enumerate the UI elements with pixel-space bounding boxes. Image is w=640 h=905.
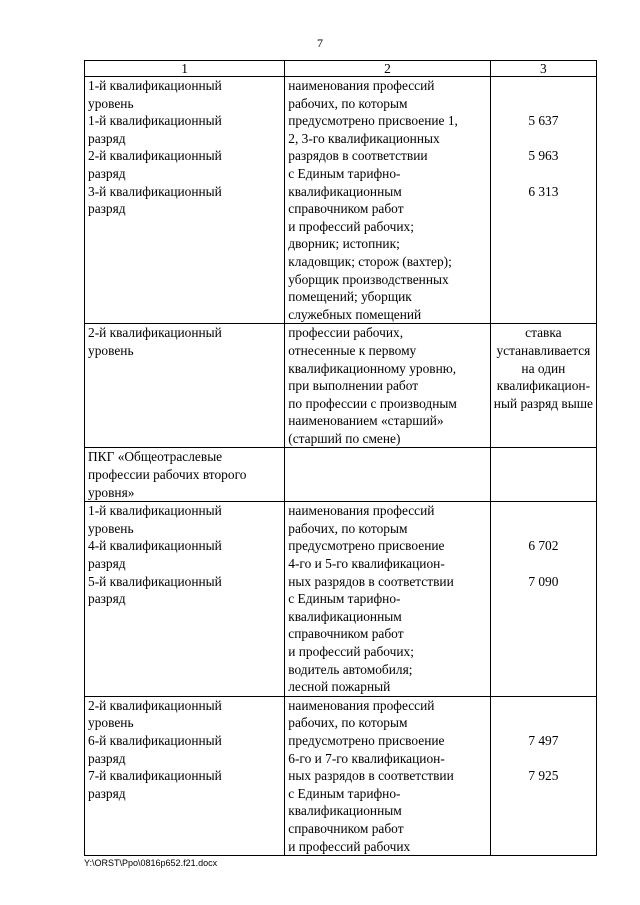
rate-note-line: ставка [525, 325, 562, 341]
description-line: квалификационным [288, 183, 402, 199]
level-line: уровень [88, 342, 134, 358]
column-header-2: 2 [285, 61, 491, 77]
rate-value: 6 702 [528, 538, 559, 554]
rate-value: 6 313 [528, 183, 559, 199]
column-header-1: 1 [85, 61, 285, 77]
level-line: 1-й квалификационный [88, 78, 222, 93]
level-line: разряд [88, 165, 126, 181]
table-row [85, 77, 597, 324]
level-line: разряд [88, 201, 126, 217]
description-line: наименования профессий [288, 697, 435, 713]
level-line: 7-й квалификационный [88, 768, 222, 784]
description-line: водитель автомобиля; [288, 661, 413, 677]
description-line: предусмотрено присвоение [288, 538, 445, 554]
rate-note-line: на один [521, 360, 566, 376]
qualification-level-cell [85, 77, 285, 324]
level-line: 2-й квалификационный [88, 697, 222, 713]
table-row [85, 448, 597, 502]
description-line: 6-го и 7-го квалификацион- [288, 750, 445, 766]
description-line: квалификационным [288, 803, 402, 819]
description-line: наименованием «старший» [288, 413, 444, 429]
table-row [85, 696, 597, 855]
profession-description-cell [285, 77, 491, 324]
description-line: предусмотрено присвоение 1, [288, 113, 458, 129]
description-line: с Единым тарифно- [288, 591, 401, 607]
description-line: помещений; уборщик [288, 289, 412, 305]
description-line: с Единым тарифно- [288, 165, 401, 181]
level-line: разряд [88, 130, 126, 146]
rate-value: 7 925 [528, 768, 559, 784]
description-line: ных разрядов в соответствии [288, 573, 454, 589]
description-line: рабочих, по которым [288, 95, 408, 111]
level-line: разряд [88, 591, 126, 607]
description-line: справочником работ [288, 820, 404, 836]
description-line: при выполнении работ [288, 378, 419, 394]
salary-table [84, 60, 597, 856]
level-line: 2-й квалификационный [88, 325, 222, 341]
rate-note-cell [490, 324, 596, 448]
description-line: квалификационному уровню, [288, 360, 457, 376]
rate-note-line: устанавливается [496, 342, 591, 358]
level-line: 2-й квалификационный [88, 148, 222, 164]
rate-value: 5 637 [528, 113, 559, 129]
profession-description-cell [285, 502, 491, 697]
description-line: ных разрядов в соответствии [288, 768, 454, 784]
description-line: уборщик производственных [288, 271, 449, 287]
group-title-line: профессии рабочих второго [88, 467, 247, 483]
description-line: по профессии с производным [288, 395, 457, 411]
qualification-level-cell [85, 696, 285, 855]
group-title-line: ПКГ «Общеотраслевые [88, 449, 223, 465]
description-line: разрядов в соответствии [288, 148, 428, 164]
rate-cell [490, 77, 596, 324]
empty-cell [490, 448, 596, 502]
rate-note-line: квалификацион- [496, 378, 591, 394]
rate-value: 7 090 [528, 573, 559, 589]
column-header-3: 3 [490, 61, 596, 77]
level-line: разряд [88, 556, 126, 572]
qualification-level-cell [85, 502, 285, 697]
rate-cell [490, 502, 596, 697]
level-line: 6-й квалификационный [88, 732, 222, 748]
table-row [85, 324, 597, 448]
description-line: с Единым тарифно- [288, 785, 401, 801]
description-line: и профессий рабочих; [288, 644, 414, 659]
rate-value: 7 497 [528, 732, 559, 748]
rate-cell [490, 696, 596, 855]
document-file-path: Y:\ORST\Ppo\0816p652.f21.docx [84, 858, 218, 868]
qualification-level-cell [85, 324, 285, 448]
description-line: профессии рабочих, [288, 325, 404, 341]
level-line: 3-й квалификационный [88, 183, 222, 199]
description-line: служебных помещений [288, 306, 422, 322]
level-line: разряд [88, 785, 126, 801]
table-header-row [85, 61, 597, 77]
description-line: (старший по смене) [288, 430, 401, 446]
description-line: справочником работ [288, 201, 404, 217]
profession-description-cell [285, 696, 491, 855]
level-line: уровень [88, 95, 134, 111]
page-number: 7 [317, 36, 323, 50]
description-line: квалификационным [288, 608, 402, 624]
level-line: 5-й квалификационный [88, 573, 222, 589]
description-line: наименования профессий [288, 503, 435, 519]
description-line: 2, 3-го квалификационных [288, 130, 440, 146]
description-line: дворник; истопник; [288, 236, 400, 252]
description-line: лесной пожарный [288, 679, 391, 695]
description-line: предусмотрено присвоение [288, 732, 445, 748]
rate-note-line: ный разряд выше [493, 395, 593, 411]
description-line: и профессий рабочих [288, 838, 411, 854]
level-line: разряд [88, 750, 126, 766]
level-line: 4-й квалификационный [88, 538, 222, 554]
rate-value: 5 963 [528, 148, 559, 164]
description-line: кладовщик; сторож (вахтер); [288, 253, 452, 269]
description-line: наименования профессий [288, 78, 435, 93]
description-line: справочником работ [288, 626, 404, 642]
level-line: уровень [88, 715, 134, 731]
profession-description-cell [285, 324, 491, 448]
group-title-cell [85, 448, 285, 502]
description-line: рабочих, по которым [288, 715, 408, 731]
table-row [85, 502, 597, 697]
description-line: отнесенные к первому [288, 342, 417, 358]
group-title-line: уровня» [88, 484, 135, 500]
description-line: и профессий рабочих; [288, 218, 414, 234]
level-line: уровень [88, 520, 134, 536]
empty-cell [285, 448, 491, 502]
level-line: 1-й квалификационный [88, 113, 222, 129]
description-line: 4-го и 5-го квалификацион- [288, 556, 445, 572]
level-line: 1-й квалификационный [88, 503, 222, 519]
description-line: рабочих, по которым [288, 520, 408, 536]
